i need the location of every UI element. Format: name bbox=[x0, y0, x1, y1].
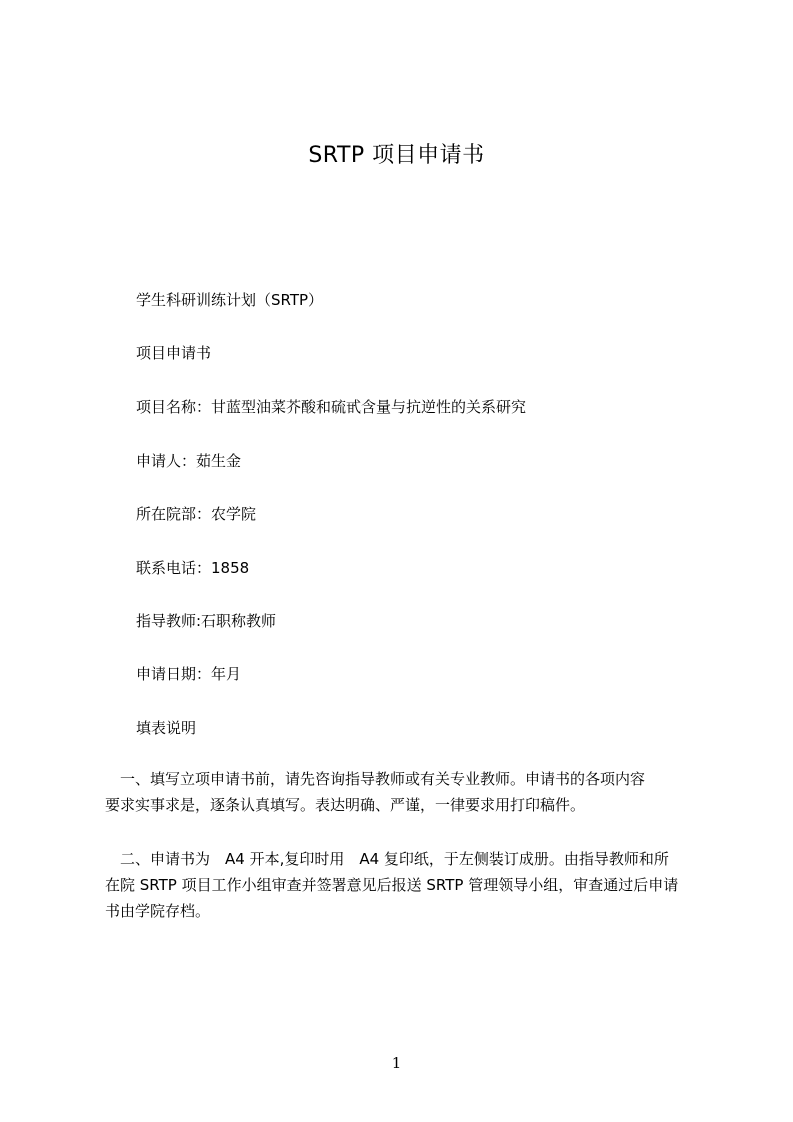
instruction-2-line-1: 二、申请书为 A4 开本,复印时用 A4 复印纸，于左侧装订成册。由指导教师和所 bbox=[105, 850, 669, 868]
instruction-2-line-2: 在院 SRTP 项目工作小组审查并签署意见后报送 SRTP 管理领导小组，审查通过后申请 bbox=[105, 876, 679, 894]
department-field: 所在院部：农学院 bbox=[136, 505, 257, 523]
instructions-heading: 填表说明 bbox=[136, 719, 197, 737]
phone-field: 联系电话：1858 bbox=[136, 559, 250, 577]
program-name: 学生科研训练计划（SRTP） bbox=[136, 291, 324, 309]
instruction-1-line-1: 一、填写立项申请书前，请先咨询指导教师或有关专业教师。申请书的各项内容 bbox=[105, 770, 646, 788]
document-title: SRTP 项目申请书 bbox=[308, 143, 485, 168]
instruction-paragraph-2 bbox=[105, 846, 717, 924]
advisor-field: 指导教师:石职称教师 bbox=[136, 612, 277, 630]
applicant-field: 申请人：茹生金 bbox=[136, 452, 242, 470]
application-date-field: 申请日期：年月 bbox=[136, 665, 242, 683]
instruction-2-line-3: 书由学院存档。 bbox=[105, 902, 211, 920]
project-name-field: 项目名称：甘蓝型油菜芥酸和硫甙含量与抗逆性的关系研究 bbox=[136, 398, 527, 416]
page-number: 1 bbox=[391, 1054, 402, 1072]
instruction-1-line-2: 要求实事求是，逐条认真填写。表达明确、严谨，一律要求用打印稿件。 bbox=[105, 796, 586, 814]
form-name: 项目申请书 bbox=[136, 344, 212, 362]
instruction-paragraph-1 bbox=[105, 766, 717, 818]
